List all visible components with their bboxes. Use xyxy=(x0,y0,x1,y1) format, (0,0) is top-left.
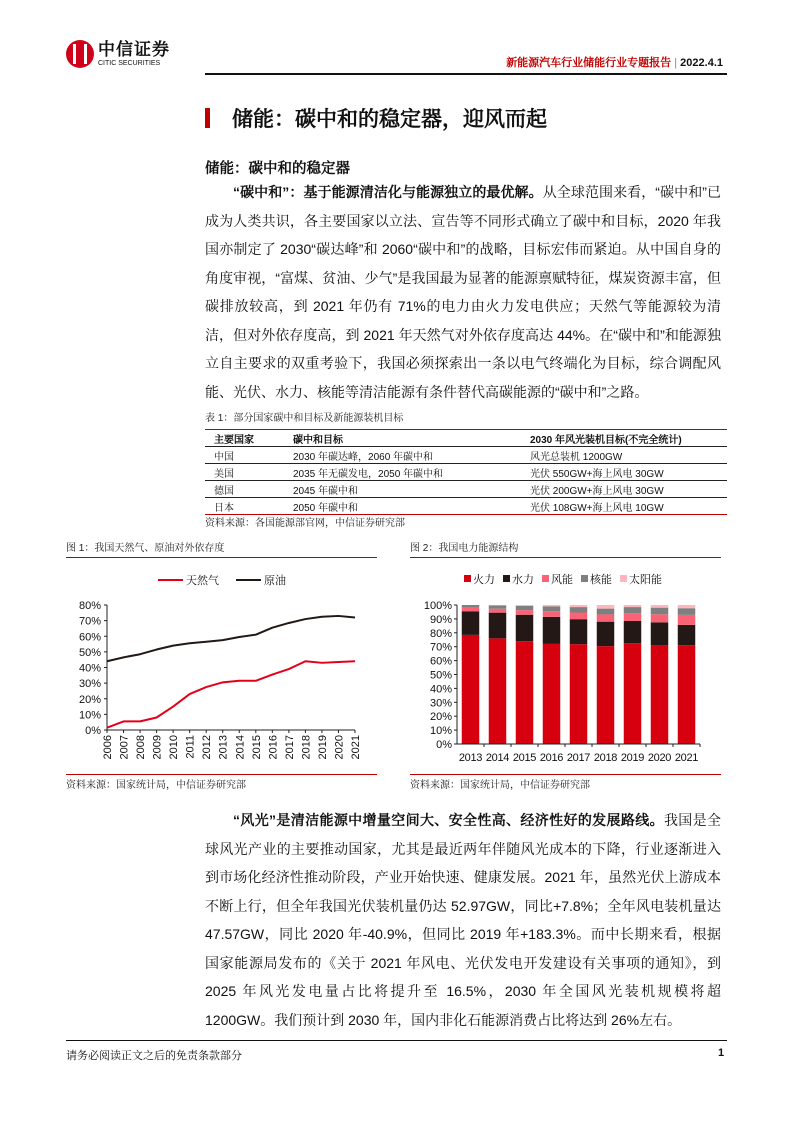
legend-label: 太阳能 xyxy=(629,574,662,586)
y-tick-label: 10% xyxy=(429,725,452,738)
bar-核能-2020 xyxy=(651,608,669,615)
bar-水力-2021 xyxy=(678,625,696,645)
y-tick-label: 80% xyxy=(429,627,452,640)
y-tick-label: 60% xyxy=(429,655,452,668)
legend-label: 核能 xyxy=(590,574,612,586)
bar-火力-2013 xyxy=(462,635,480,744)
y-tick-label: 40% xyxy=(429,683,452,696)
y-tick-label: 100% xyxy=(423,600,452,612)
legend-swatch-核能 xyxy=(581,575,588,582)
table-cell: 德国 xyxy=(205,481,284,498)
logo-text-cn: 中信证券 xyxy=(98,39,170,59)
figure1-caption: 图 1：我国天然气、原油对外依存度 xyxy=(66,543,225,554)
legend-label: 水力 xyxy=(512,574,534,586)
bar-核能-2019 xyxy=(624,607,642,613)
legend-label: 天然气 xyxy=(186,575,219,587)
y-tick-label: 30% xyxy=(429,697,452,710)
x-tick-label: 2006 xyxy=(102,735,114,760)
x-tick-label: 2017 xyxy=(566,752,591,764)
x-tick-label: 2018 xyxy=(593,752,618,764)
y-tick-label: 0% xyxy=(436,739,452,751)
x-tick-label: 2017 xyxy=(283,735,296,760)
bar-火力-2017 xyxy=(570,644,588,744)
column-header: 2030 年风光装机目标(不完全统计) xyxy=(521,430,727,447)
bar-风能-2016 xyxy=(543,611,561,617)
bar-太阳能-2019 xyxy=(624,605,642,607)
x-tick-label: 2008 xyxy=(135,735,148,760)
x-tick-label: 2016 xyxy=(267,735,280,760)
x-tick-label: 2015 xyxy=(250,735,263,760)
column-header: 主要国家 xyxy=(205,430,284,447)
bar-太阳能-2018 xyxy=(597,605,615,609)
x-tick-label: 2013 xyxy=(458,752,483,764)
subsection-title: 储能：碳中和的稳定器 xyxy=(205,161,350,177)
paragraph-wind-solar xyxy=(205,806,721,1034)
bar-风能-2013 xyxy=(462,608,480,611)
bar-核能-2021 xyxy=(678,608,696,615)
bar-水力-2014 xyxy=(489,613,507,639)
y-tick-label: 0% xyxy=(85,725,101,737)
x-tick-label: 2010 xyxy=(168,735,181,760)
table-cell: 光伏 108GW+海上风电 10GW xyxy=(530,502,664,514)
paragraph-lead: “碳中和”：基于能源清洁化与能源独立的最优解。 xyxy=(233,184,543,200)
bar-核能-2013 xyxy=(462,605,480,608)
y-tick-label: 70% xyxy=(429,641,452,654)
bar-水力-2015 xyxy=(516,615,534,641)
bar-风能-2020 xyxy=(651,614,669,622)
x-tick-label: 2016 xyxy=(539,752,564,764)
page-number: 1 xyxy=(718,1047,725,1059)
bar-水力-2017 xyxy=(570,619,588,644)
table-cell: 2050 年碳中和 xyxy=(293,502,359,514)
y-tick-label: 10% xyxy=(78,709,101,722)
y-tick-label: 60% xyxy=(78,631,101,644)
table-cell: 2030 年碳达峰，2060 年碳中和 xyxy=(284,447,521,464)
x-tick-label: 2021 xyxy=(674,752,699,764)
y-tick-label: 80% xyxy=(78,600,101,612)
x-tick-label: 2012 xyxy=(201,735,214,760)
x-tick-label: 2019 xyxy=(316,735,329,760)
paragraph-lead: “风光”是清洁能源中增量空间大、安全性高、经济性好的发展路线。 xyxy=(233,812,664,828)
bar-风能-2021 xyxy=(678,615,696,625)
column-header: 碳中和目标 xyxy=(284,430,521,447)
x-tick-label: 2014 xyxy=(234,735,247,760)
bar-核能-2017 xyxy=(570,607,588,612)
footer-disclaimer: 请务必阅读正文之后的免责条款部分 xyxy=(66,1050,242,1062)
bar-水力-2013 xyxy=(462,611,480,635)
paragraph-body: 我国是全球风光产业的主要推动国家，尤其是最近两年伴随风光成本的下降，行业逐渐进入到市场化经济性推动阶段，产业开始快速、健康发展。2021 年，虽然光伏上游成本不断上行，但全年我国光伏装机量仍达 52.97GW，同比+7.8%；全年风电装机量达 47.57GW，同比 2020 年-40.9%，但同比 2019 年+183.3%。而中长期来看，根据国家能源局发布的《关于 2021 年风电、光伏发电开发建设有关事项的通知》，到 2025 年风光发电量占比将提升至 16.5%，2030 年全国风光装机规模将超 1200GW。我们预计到 2030 年，国内非化石能源消费占比将达到 26%左右。 xyxy=(205,812,722,1028)
bar-核能-2016 xyxy=(543,606,561,611)
table-cell: 2045 年碳中和 xyxy=(284,481,521,498)
x-tick-label: 2011 xyxy=(184,735,197,759)
bar-火力-2021 xyxy=(678,645,696,744)
bar-火力-2016 xyxy=(543,644,561,744)
bar-火力-2018 xyxy=(597,646,615,744)
bar-核能-2015 xyxy=(516,606,534,610)
y-tick-label: 40% xyxy=(78,662,101,675)
bar-太阳能-2015 xyxy=(516,605,534,606)
figure2-bottom-rule xyxy=(410,774,721,775)
y-tick-label: 20% xyxy=(78,693,101,706)
x-tick-label: 2018 xyxy=(300,735,313,760)
bar-核能-2014 xyxy=(489,605,507,608)
bar-风能-2018 xyxy=(597,614,615,621)
x-tick-label: 2020 xyxy=(333,735,346,760)
y-tick-label: 20% xyxy=(429,711,452,724)
y-tick-label: 30% xyxy=(78,678,101,691)
bar-风能-2014 xyxy=(489,609,507,613)
bar-风能-2017 xyxy=(570,613,588,620)
figure1-source: 资料来源：国家统计局，中信证券研究部 xyxy=(66,780,246,791)
x-tick-label: 2015 xyxy=(512,752,537,764)
x-tick-label: 2019 xyxy=(620,752,645,764)
y-tick-label: 50% xyxy=(78,646,101,659)
bar-火力-2015 xyxy=(516,641,534,744)
legend-label: 火力 xyxy=(473,574,495,586)
bar-核能-2018 xyxy=(597,609,615,615)
table-source: 资料来源：各国能源部官网，中信证券研究部 xyxy=(205,518,405,529)
legend-swatch-水力 xyxy=(503,575,510,582)
x-tick-label: 2014 xyxy=(485,752,510,764)
legend-swatch-太阳能 xyxy=(620,575,627,582)
x-tick-label: 2009 xyxy=(151,735,164,760)
figure2-caption: 图 2：我国电力能源结构 xyxy=(410,543,519,554)
bar-水力-2020 xyxy=(651,622,669,645)
table-cell: 光伏 200GW+海上风电 30GW xyxy=(521,481,727,498)
paragraph-body: 从全球范围来看，“碳中和”已成为人类共识，各主要国家以立法、宣告等不同形式确立了碳中和目标，2020 年我国亦制定了 2030“碳达峰”和 2060“碳中和”的战略，目标宏伟而紧迫。从中国自身的角度审视，“富煤、贫油、少气”是我国最为显著的能源禀赋特征，煤炭资源丰富，但碳排放较高，到 2021 年仍有 71%的电力由火力发电供应；天然气等能源较为清洁，但对外依存度高，到 2021 年天然气对外依存度高达 44%。在“碳中和”和能源独立自主要求的双重考验下，我国必须探索出一条以电气终端化为目标，综合调配风能、光伏、水力、核能等清洁能源有条件替代高碳能源的“碳中和”之路。 xyxy=(205,184,722,400)
legend-label: 风能 xyxy=(551,574,573,586)
report-title: 新能源汽车行业储能行业专题报告 xyxy=(506,57,672,69)
table-cell: 美国 xyxy=(205,464,284,481)
x-tick-label: 2021 xyxy=(350,735,362,760)
section-title-text: 储能：碳中和的稳定器，迎风而起 xyxy=(232,108,547,131)
table-cell: 2035 年无碳发电，2050 年碳中和 xyxy=(284,464,521,481)
bar-水力-2016 xyxy=(543,617,561,644)
legend-label: 原油 xyxy=(264,575,286,587)
bar-水力-2019 xyxy=(624,621,642,643)
table-cell: 风光总装机 1200GW xyxy=(521,447,727,464)
table-cell: 光伏 550GW+海上风电 30GW xyxy=(521,464,727,481)
report-date: 2022.4.1 xyxy=(680,57,723,69)
bar-火力-2020 xyxy=(651,645,669,744)
bar-火力-2014 xyxy=(489,638,507,744)
x-tick-label: 2020 xyxy=(647,752,672,764)
bar-太阳能-2017 xyxy=(570,605,588,607)
bar-太阳能-2021 xyxy=(678,605,696,608)
y-tick-label: 70% xyxy=(78,615,101,628)
bar-水力-2018 xyxy=(597,622,615,646)
table-cell: 中国 xyxy=(205,447,284,464)
x-tick-label: 2013 xyxy=(217,735,230,760)
y-tick-label: 50% xyxy=(429,669,452,682)
bar-太阳能-2016 xyxy=(543,605,561,606)
bar-火力-2019 xyxy=(624,643,642,744)
x-tick-label: 2007 xyxy=(118,735,131,760)
bar-风能-2015 xyxy=(516,610,534,615)
y-tick-label: 90% xyxy=(429,613,452,626)
header-separator: | xyxy=(674,57,678,69)
bar-太阳能-2020 xyxy=(651,605,669,608)
footer-divider xyxy=(66,1040,727,1041)
bar-风能-2019 xyxy=(624,613,642,621)
figure2-source: 资料来源：国家统计局，中信证券研究部 xyxy=(410,780,590,791)
logo-text-en: CITIC SECURITIES xyxy=(98,59,161,67)
table-caption: 表 1：部分国家碳中和目标及新能源装机目标 xyxy=(205,413,404,424)
legend-swatch-火力 xyxy=(464,575,471,582)
table-cell: 日本 xyxy=(214,502,234,514)
legend-swatch-风能 xyxy=(542,575,549,582)
